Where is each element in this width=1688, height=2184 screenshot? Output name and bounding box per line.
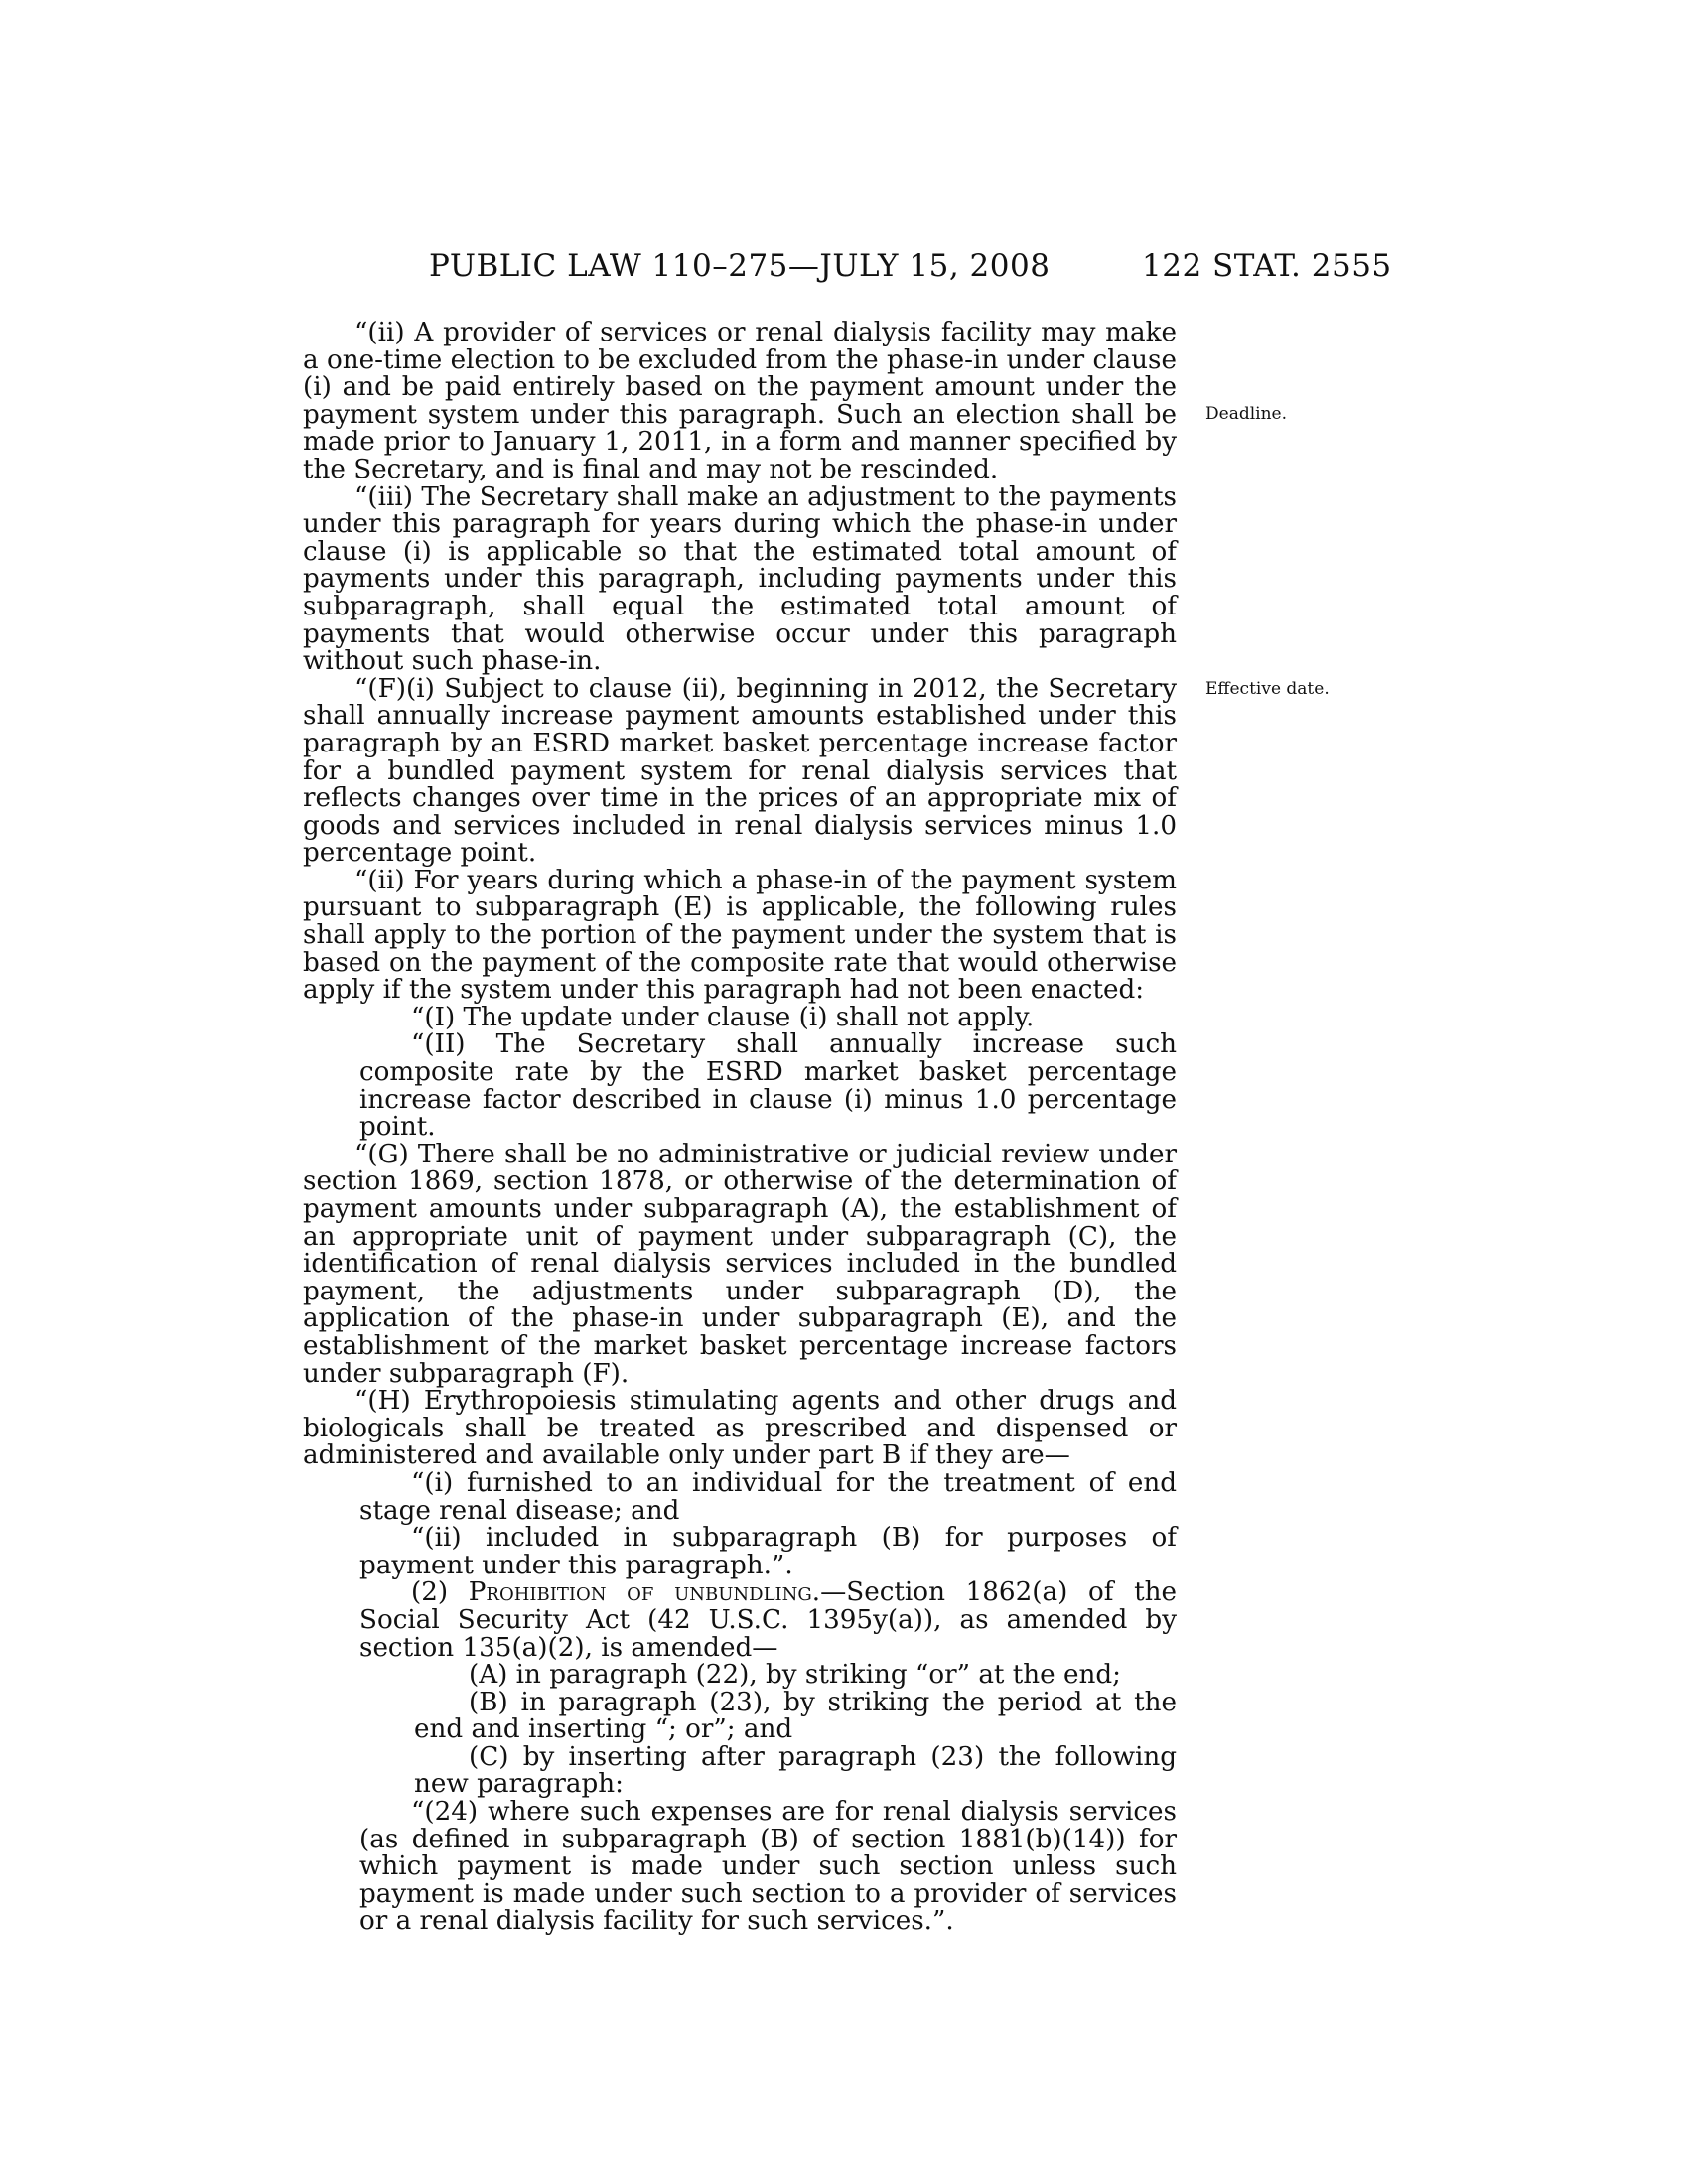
- subparagraph-h-clause-ii: “(ii) included in subparagraph (B) for purposes of payment under this paragraph.”.: [359, 1523, 1177, 1580]
- paragraph-2-prohibition-of-unbundling: [303, 1579, 1177, 1662]
- amendment-c: (C) by inserting after paragraph (23) the following new paragraph:: [414, 1741, 1177, 1800]
- paragraph-2-heading: Prohibition of unbundling.: [468, 1577, 821, 1608]
- clause-ii-election: “(ii) A provider of services or renal dialysis facility may make a one-time election to be excluded from the phase-in under clause (i) and be paid entirely based on the payment amount under the payment system under this paragraph. Such an election shall be made prior to January 1, 2011, in a form and manner specified by the Secretary, and is final and may not be rescinded.: [303, 318, 1177, 484]
- subclause-I: “(I) The update under clause (i) shall not apply.: [411, 1002, 1035, 1032]
- margin-note-deadline: Deadline.: [1205, 404, 1287, 424]
- statute-page-number: 122 STAT. 2555: [1142, 248, 1392, 284]
- subparagraph-h-clause-i: “(i) furnished to an individual for the treatment of end stage renal disease; and: [359, 1467, 1177, 1526]
- running-head-title: PUBLIC LAW 110–275—JULY 15, 2008: [429, 248, 1051, 284]
- paragraph-2-number: (2): [411, 1577, 449, 1608]
- amendment-b: (B) in paragraph (23), by striking the period at the end and inserting “; or”; and: [414, 1687, 1177, 1745]
- subparagraph-g-no-review: “(G) There shall be no administrative or judicial review under section 1869, section 1878, or otherwise of the determination of payment amounts under subparagraph (A), the establishment of an appropriate unit of payment under subparagraph (C), the identification of renal dialysis services included in the bundled payment, the adjustments under subparagraph (D), the application of the phase-in under subparagraph (E), and the establishment of the market basket percentage increase factors under subparagraph (F).: [303, 1139, 1177, 1389]
- amendment-a: (A) in paragraph (22), by striking “or” at the end;: [469, 1660, 1121, 1691]
- paragraph-2-text: —Section 1862(a) of the Social Security Act (42 U.S.C. 1395y(a)), as amended by section 135(a)(2), is amended—: [359, 1577, 1177, 1663]
- subparagraph-h-esa: “(H) Erythropoiesis stimulating agents and other drugs and biologicals shall be treated as prescribed and dispensed or administered and available only under part B if they are—: [303, 1386, 1177, 1471]
- subparagraph-f-clause-ii: “(ii) For years during which a phase-in of the payment system pursuant to subparagraph (E) is applicable, the following rules shall apply to the portion of the payment under the system that is based on the payment of the composite rate that would otherwise apply if the system under this paragraph had not been enacted:: [303, 865, 1177, 1006]
- statute-body: [303, 320, 1177, 1936]
- margin-note-effective-date: Effective date.: [1205, 679, 1330, 699]
- subclause-II: “(II) The Secretary shall annually increase such composite rate by the ESRD market basket percentage increase factor described in clause (i) minus 1.0 percentage point.: [359, 1029, 1177, 1143]
- new-paragraph-24: “(24) where such expenses are for renal dialysis services (as defined in subparagraph (B) of section 1881(b)(14)) for which payment is made under such section unless such payment is made under such section to a provider of services or a renal dialysis facility for such services.”.: [359, 1797, 1177, 1937]
- clause-iii-adjustment: “(iii) The Secretary shall make an adjustment to the payments under this paragraph for years during which the phase-in under clause (i) is applicable so that the estimated total amount of payments under this paragraph, including payments under this subparagraph, shall equal the estimated total amount of payments that would otherwise occur under this paragraph without such phase-in.: [303, 481, 1177, 677]
- subparagraph-f-clause-i: “(F)(i) Subject to clause (ii), beginning in 2012, the Secretary shall annually increase payment amounts established under this paragraph by an ESRD market basket percentage increase factor for a bundled payment system for renal dialysis services that reflects changes over time in the prices of an appropriate mix of goods and services included in renal dialysis services minus 1.0 percentage point.: [303, 673, 1177, 869]
